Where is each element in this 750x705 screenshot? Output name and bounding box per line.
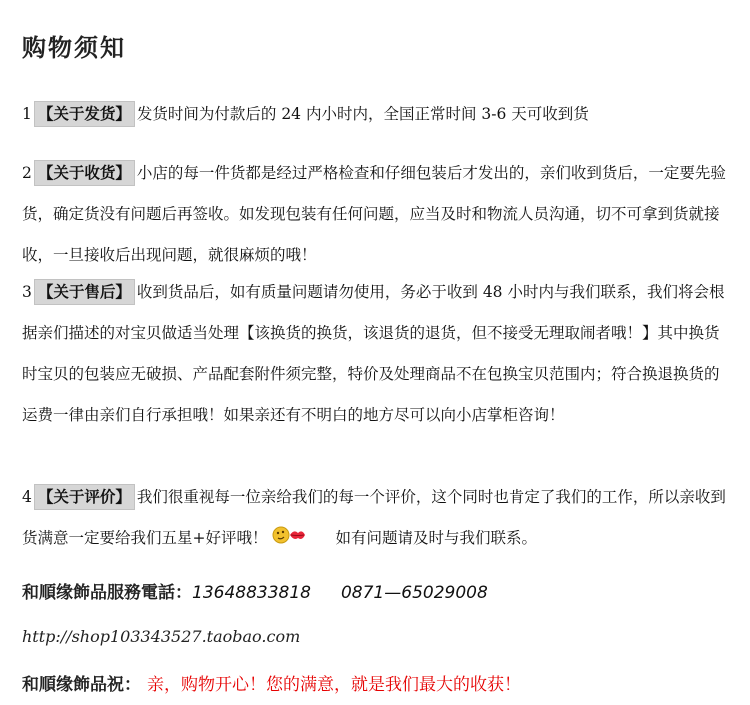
closing-line bbox=[22, 670, 521, 695]
phone-mobile: 13648833818 bbox=[192, 583, 311, 603]
closing-label: 和順缘飾品祝： bbox=[22, 675, 141, 695]
section-label-badge: 【关于发货】 bbox=[34, 101, 135, 127]
section-label-badge: 【关于评价】 bbox=[34, 484, 135, 510]
section-text: 收到货品后，如有质量问题请勿使用，务必于收到 48 小时内与我们联系，我们将会根据亲们描述的对宝贝做适当处理【该换货的换货，该退货的退货，但不接受无理取闹者哦！】其中换货时宝贝的包装应无破损、产品配套附件须完整，特价及处理商品不在包换宝贝范围内；符合换退换货的运费一律由亲们自行承担哦！如果亲还有不明白的地方尽可以向小店掌柜咨询！ bbox=[22, 283, 725, 424]
section-label-badge: 【关于售后】 bbox=[34, 279, 135, 305]
section-number: 3 bbox=[22, 283, 32, 301]
contact-label: 和順缘飾品服務電話： bbox=[22, 583, 192, 603]
kiss-emoji-icon bbox=[272, 519, 306, 560]
section-text: 我们很重视每一位亲给我们的每一个评价，这个同时也肯定了我们的工作，所以亲收到货满意一定要给我们五星+好评哦！ bbox=[22, 488, 726, 547]
closing-message: 亲，购物开心！您的满意，就是我们最大的收获！ bbox=[147, 675, 521, 695]
section-number: 4 bbox=[22, 488, 32, 506]
section-shipping bbox=[22, 94, 726, 135]
page-title: 购物须知 bbox=[22, 34, 126, 62]
section-label-badge: 【关于收货】 bbox=[34, 160, 135, 186]
phone-landline: 0871—65029008 bbox=[340, 583, 488, 603]
contact-line bbox=[22, 578, 488, 603]
section-after-sales bbox=[22, 272, 726, 436]
section-receiving bbox=[22, 153, 726, 276]
section-review bbox=[22, 477, 726, 560]
section-text-after: 如有问题请及时与我们联系。 bbox=[335, 529, 538, 547]
section-text: 小店的每一件货都是经过严格检查和仔细包装后才发出的，亲们收到货后，一定要先验货，确定货没有问题后再签收。如发现包装有任何问题，应当及时和物流人员沟通，切不可拿到货就接收，一旦接收后出现问题，就很麻烦的哦！ bbox=[22, 164, 726, 264]
section-text: 发货时间为付款后的 24 内小时内，全国正常时间 3-6 天可收到货 bbox=[136, 105, 589, 123]
section-number: 1 bbox=[22, 105, 32, 123]
shop-url-link[interactable]: http://shop103343527.taobao.com bbox=[22, 627, 301, 646]
section-number: 2 bbox=[22, 164, 32, 182]
